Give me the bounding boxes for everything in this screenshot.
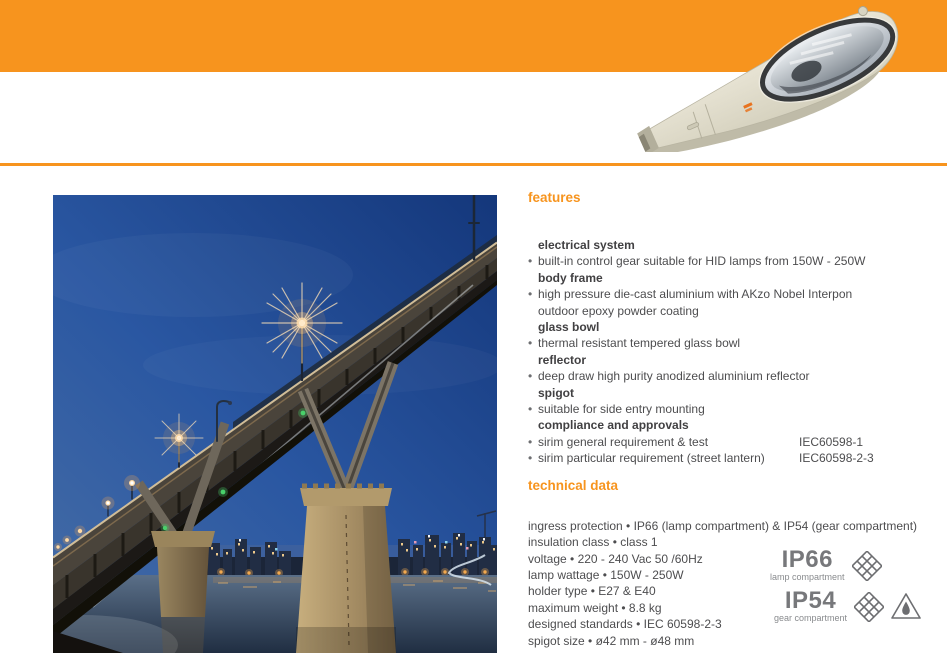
ip66-text <box>770 546 845 582</box>
divider-rule <box>0 163 947 166</box>
ip66-code: IP66 <box>781 546 833 573</box>
bullet-dot: • <box>528 434 533 449</box>
bullet-dot: • <box>528 402 533 417</box>
tech-line: ingress protection • IP66 (lamp compartment) & IP54 (gear compartment) <box>528 518 918 533</box>
ip54-badge <box>774 587 921 623</box>
water-droplet-triangle-icon <box>891 592 921 620</box>
street-lantern-product-image <box>628 0 947 152</box>
feature-bullet: • suitable for side entry mounting <box>528 402 705 417</box>
feature-bullet-with-code: • sirim general requirement & test IEC60598-1 <box>528 434 864 449</box>
tech-line: spigot size • ø42 mm - ø48 mm <box>528 633 695 648</box>
feature-heading: compliance and approvals <box>538 418 689 433</box>
feature-bullet: • high pressure die-cast aluminium with AKzo Nobel Interpon <box>528 287 853 302</box>
luminaire <box>628 0 915 152</box>
tech-line: holder type • E27 & E40 <box>528 584 656 599</box>
feature-heading: electrical system <box>538 238 635 252</box>
tech-line: voltage • 220 - 240 Vac 50 /60Hz <box>528 551 703 566</box>
dust-protection-mesh-icon <box>852 551 882 581</box>
bridge-night-photo <box>53 195 497 653</box>
big-pier-cap <box>300 488 392 506</box>
tech-line: insulation class • class 1 <box>528 535 658 550</box>
unlit-lamp-head <box>228 401 232 405</box>
tech-line: lamp wattage • 150W - 250W <box>528 567 684 582</box>
tech-line: designed standards • IEC 60598-2-3 <box>528 617 722 632</box>
feature-heading: spigot <box>538 385 574 400</box>
bullet-dot: • <box>528 254 533 269</box>
ip54-code: IP54 <box>784 587 837 614</box>
feature-bullet: • built-in control gear suitable for HID lamps from 150W - 250W <box>528 254 866 269</box>
technical-data-title: technical data <box>528 477 619 493</box>
bullet-dot: • <box>528 369 533 384</box>
mid-pier-shaft <box>157 547 209 617</box>
features-title: features <box>528 190 581 205</box>
feature-bullet: • deep draw high purity anodized aluminium reflector <box>528 369 810 384</box>
standard-code: IEC60598-2-3 <box>799 451 874 466</box>
feature-bullet: • thermal resistant tempered glass bowl <box>528 336 741 351</box>
bullet-dot: • <box>528 336 533 351</box>
features-list <box>528 237 932 467</box>
ip54-caption: gear compartment <box>774 613 848 623</box>
mid-pier-reflection <box>161 617 205 653</box>
tech-line: maximum weight • 8.8 kg <box>528 600 662 615</box>
ip66-badge <box>770 546 882 582</box>
feature-bullet-continuation: outdoor epoxy powder coating <box>538 303 699 318</box>
mid-pier-cap <box>151 531 215 547</box>
bullet-dot: • <box>528 287 533 302</box>
bullet-dot: • <box>528 451 533 466</box>
feature-heading: body frame <box>538 270 603 285</box>
feature-heading: reflector <box>538 352 587 367</box>
dust-protection-mesh-icon <box>854 592 884 622</box>
pier-base-shadow <box>296 627 396 653</box>
technical-data-list <box>528 518 932 649</box>
ip54-text <box>774 587 848 623</box>
standard-code: IEC60598-1 <box>799 434 864 449</box>
ip66-caption: lamp compartment <box>770 572 845 582</box>
feature-bullet-with-code: • sirim particular requirement (street lantern) IEC60598-2-3 <box>528 451 874 466</box>
feature-heading: glass bowl <box>538 320 600 335</box>
